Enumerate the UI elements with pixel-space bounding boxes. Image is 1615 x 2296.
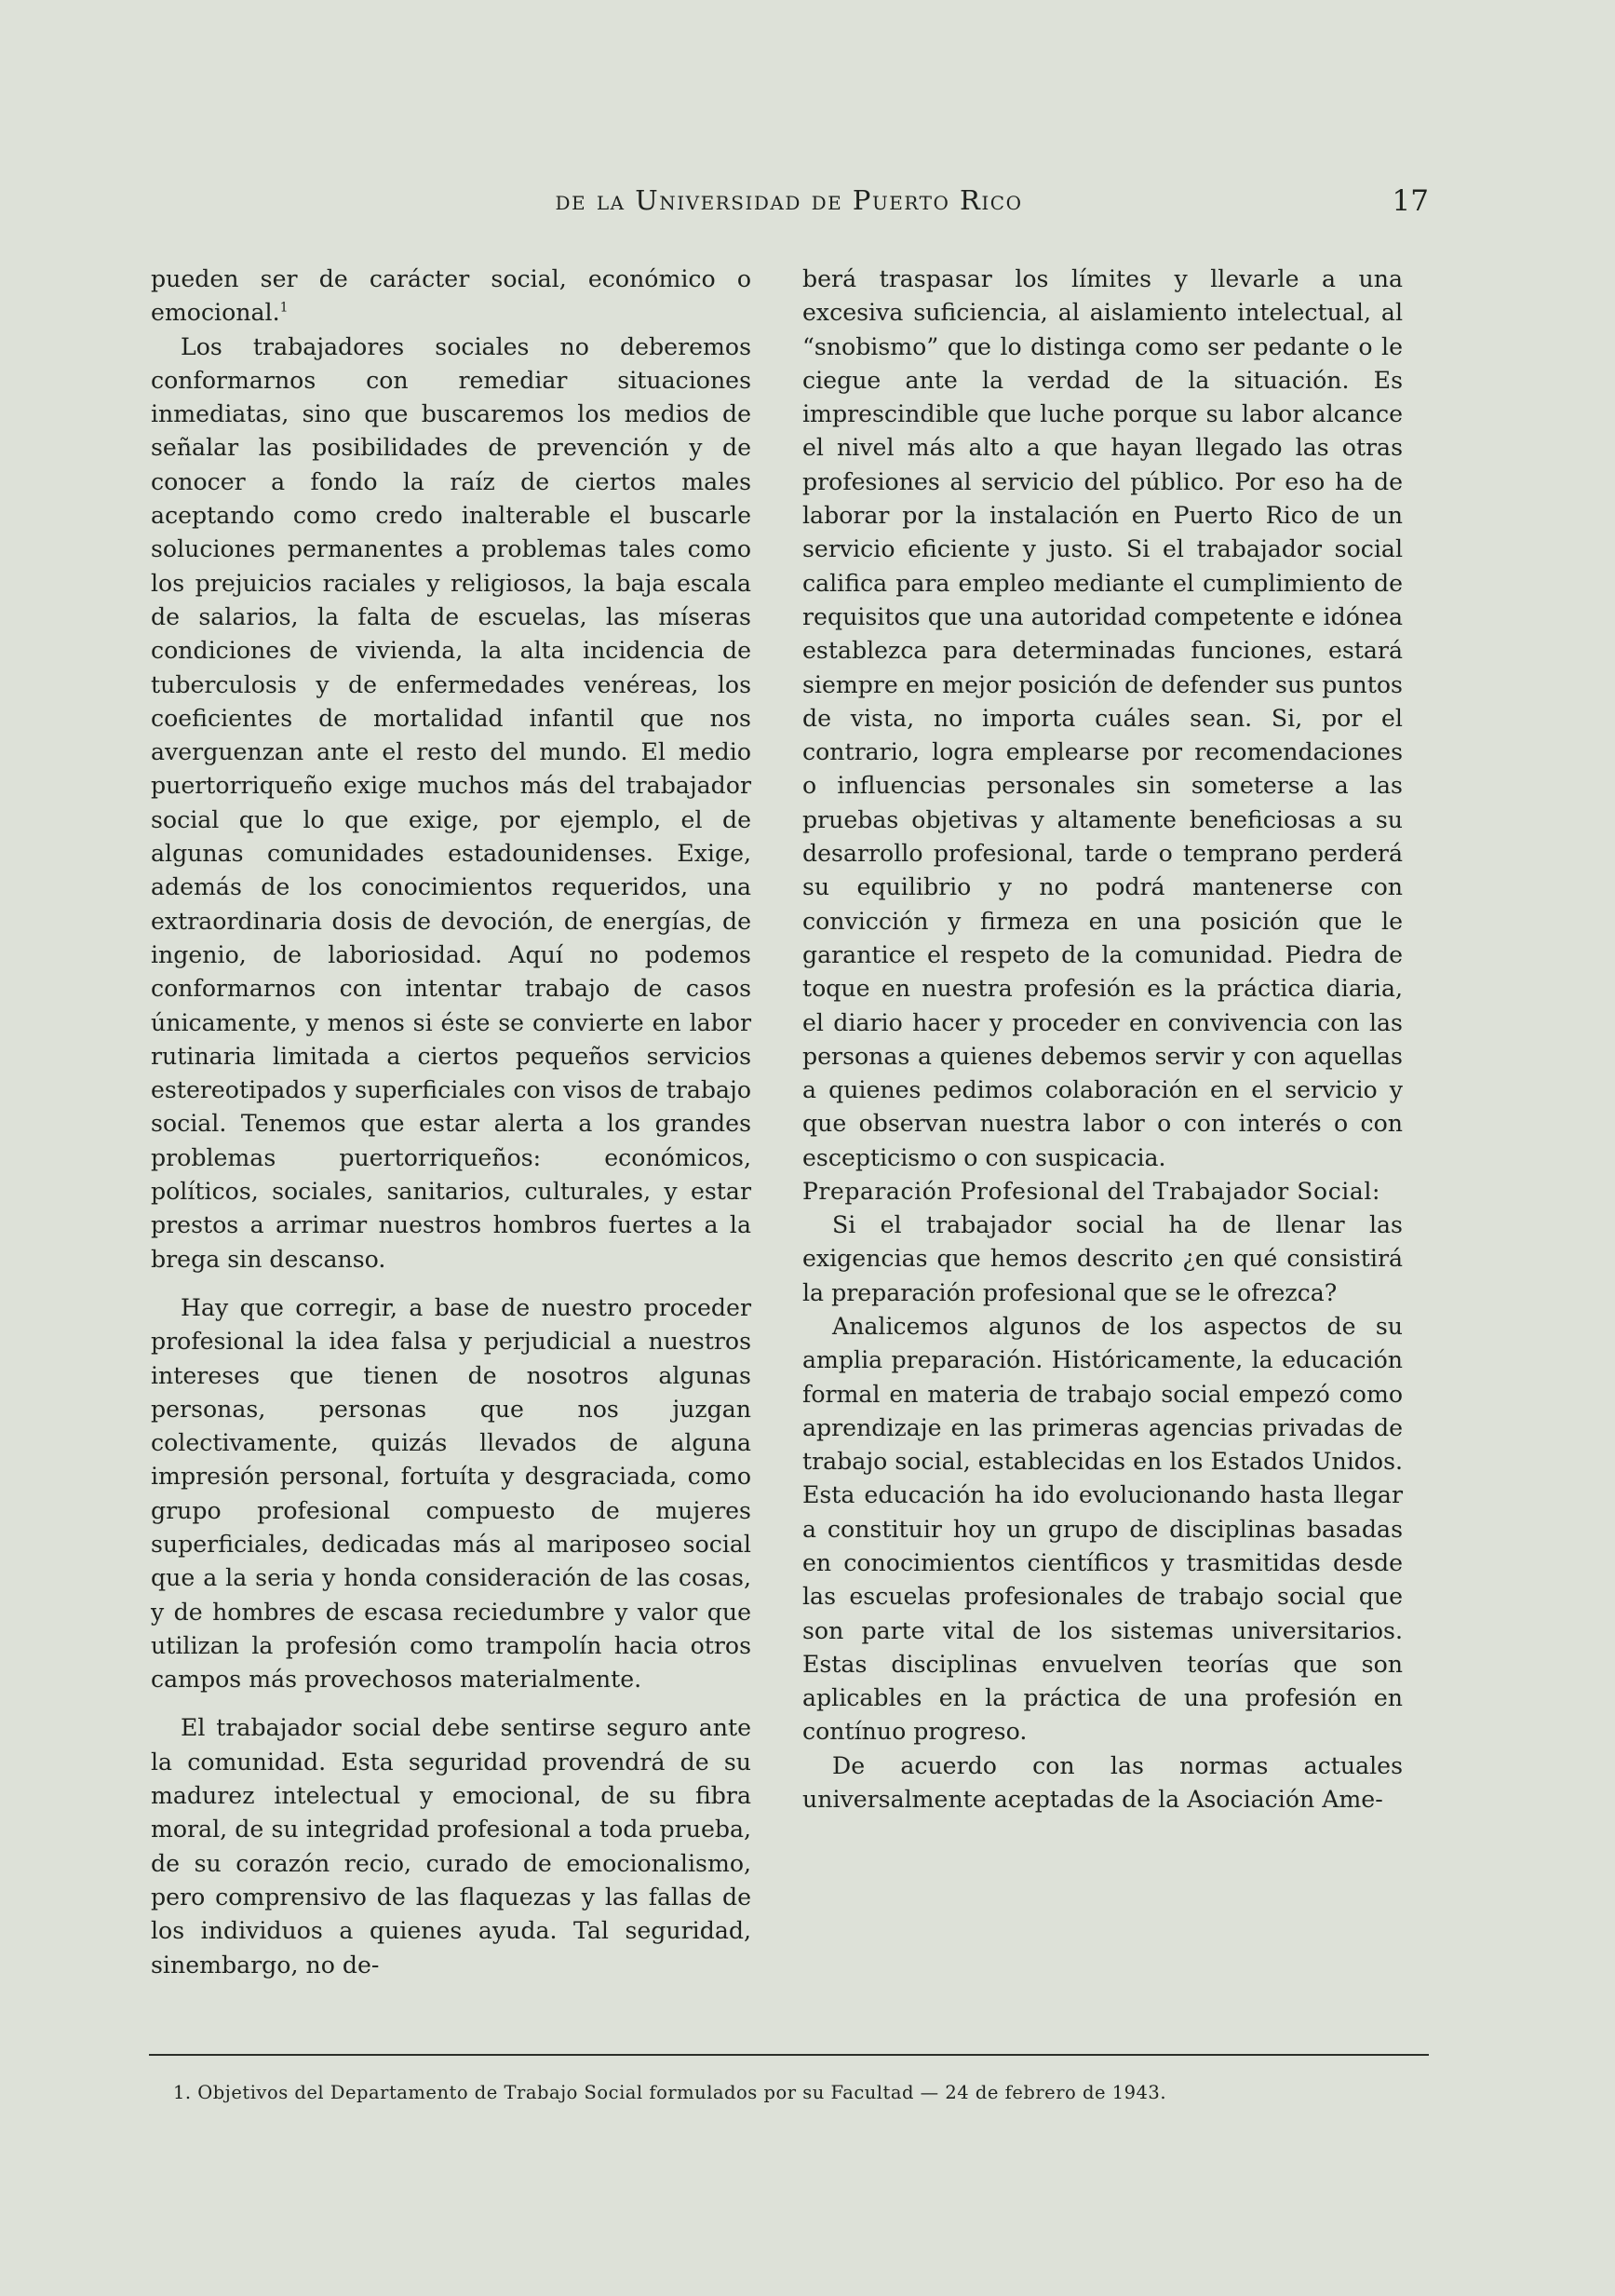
footnote-rule <box>149 2054 1429 2056</box>
paragraph: Analicemos algunos de los aspectos de su amplia preparación. Históricamente, la educación formal en materia de trabajo social empezó como aprendizaje en las primeras agencias privadas de trabajo social, establecidas en los Estados Unidos. Esta educación ha ido evolucionando hasta llegar a constituir hoy un grupo de disciplinas basadas en conocimientos científicos y trasmitidas desde las escuelas profesionales de trabajo social que son parte vital de los sistemas universitarios. Estas disciplinas envuelven teorías que son aplicables en la práctica de una profesión en contínuo progreso. <box>802 1312 1403 1746</box>
page-number: 17 <box>1392 184 1429 218</box>
left-column <box>151 263 751 1982</box>
paragraph: El trabajador social debe sentirse seguro ante la comunidad. Esta seguridad provendrá de su madurez intelectual y emocional, de su fibra moral, de su integridad profesional a toda prueba, de su corazón recio, curado de emocionalismo, pero comprensivo de las flaquezas y las fallas de los individuos a quienes ayuda. Tal seguridad, sinembargo, no de- <box>151 1714 751 1979</box>
paragraph: Si el trabajador social ha de llenar las exigencias que hemos descrito ¿en qué consistirá la preparación profesional que se le ofrezca? <box>802 1211 1403 1306</box>
right-column <box>802 263 1403 1817</box>
page-header <box>149 184 1429 229</box>
paragraph: Los trabajadores sociales no deberemos conformarnos con remediar situaciones inmediatas, sino que buscaremos los medios de señalar las posibilidades de prevención y de conocer a fondo la raíz de ciertos males aceptando como credo inalterable el buscarle soluciones permanentes a problemas tales como los prejuicios raciales y religiosos, la baja escala de salarios, la falta de escuelas, las míseras condiciones de vivienda, la alta incidencia de tuberculosis y de enfermedades venéreas, los coeficientes de mortalidad infantil que nos averguenzan ante el resto del mundo. El medio puertorriqueño exige muchos más del trabajador social que lo que exige, por ejemplo, el de algunas comunidades estadounidenses. Exige, además de los conocimientos requeridos, una extraordinaria dosis de devoción, de energías, de ingenio, de laboriosidad. Aquí no podemos conformarnos con intentar trabajo de casos únicamente, y menos si éste se convierte en labor rutinaria limitada a ciertos pequeños servicios estereotipados y superficiales con visos de trabajo social. Tenemos que estar alerta a los grandes problemas puertorriqueños: económicos, políticos, sociales, sanitarios, culturales, y estar prestos a arrimar nuestros hombros fuertes a la brega sin descanso. <box>151 332 751 1273</box>
running-head: de la Universidad de Puerto Rico <box>555 184 1023 216</box>
paragraph: Hay que corregir, a base de nuestro proceder profesional la idea falsa y perjudicial a nuestros intereses que tienen de nosotros algunas personas, personas que nos juzgan colectivamente, quizás llevados de alguna impresión personal, fortuíta y desgraciada, como grupo profesional compuesto de mujeres superficiales, dedicadas más al mariposeo social que a la seria y honda consideración de las cosas, y de hombres de escasa reciedumbre y valor que utilizan la profesión como trampolín hacia otros campos más provechosos materialmente. <box>151 1293 751 1694</box>
paragraph: berá traspasar los límites y llevarle a una excesiva suficiencia, al aislamiento intelectual, al “snobismo” que lo distinga como ser pedante o le ciegue ante la verdad de la situación. Es imprescindible que luche porque su labor alcance el nivel más alto a que hayan llegado las otras profesiones al servicio del público. Por eso ha de laborar por la instalación en Puerto Rico de un servicio eficiente y justo. Si el trabajador social califica para empleo mediante el cumplimiento de requisitos que una autoridad competente e idónea establezca para determinadas funciones, estará siempre en mejor posición de defender sus puntos de vista, no importa cuáles sean. Si, por el contrario, logra emplearse por recomendaciones o influencias personales sin someterse a las pruebas objetivas y altamente beneficiosas a su desarrollo profesional, tarde o temprano perderá su equilibrio y no podrá mantenerse con convicción y firmeza en una posición que le garantice el respeto de la comunidad. Piedra de toque en nuestra profesión es la práctica diaria, el diario hacer y proceder en convivencia con las personas a quienes debemos servir y con aquellas a quienes pedimos colaboración en el servicio y que observan nuestra labor o con interés o con escepticismo o con suspicacia. <box>802 265 1403 1171</box>
paragraph: De acuerdo con las normas actuales universalmente aceptadas de la Asociación Ame- <box>802 1751 1403 1814</box>
section-heading: Preparación Profesional del Trabajador Social: <box>802 1178 1381 1206</box>
footnote-ref: 1 <box>279 300 289 316</box>
paragraph: pueden ser de carácter social, económico o emocional.$^1$ <box>151 265 751 327</box>
footnote: 1. Objetivos del Departamento de Trabajo Social formulados por su Facultad — 24 de febrero de 1943. <box>173 2082 1167 2103</box>
